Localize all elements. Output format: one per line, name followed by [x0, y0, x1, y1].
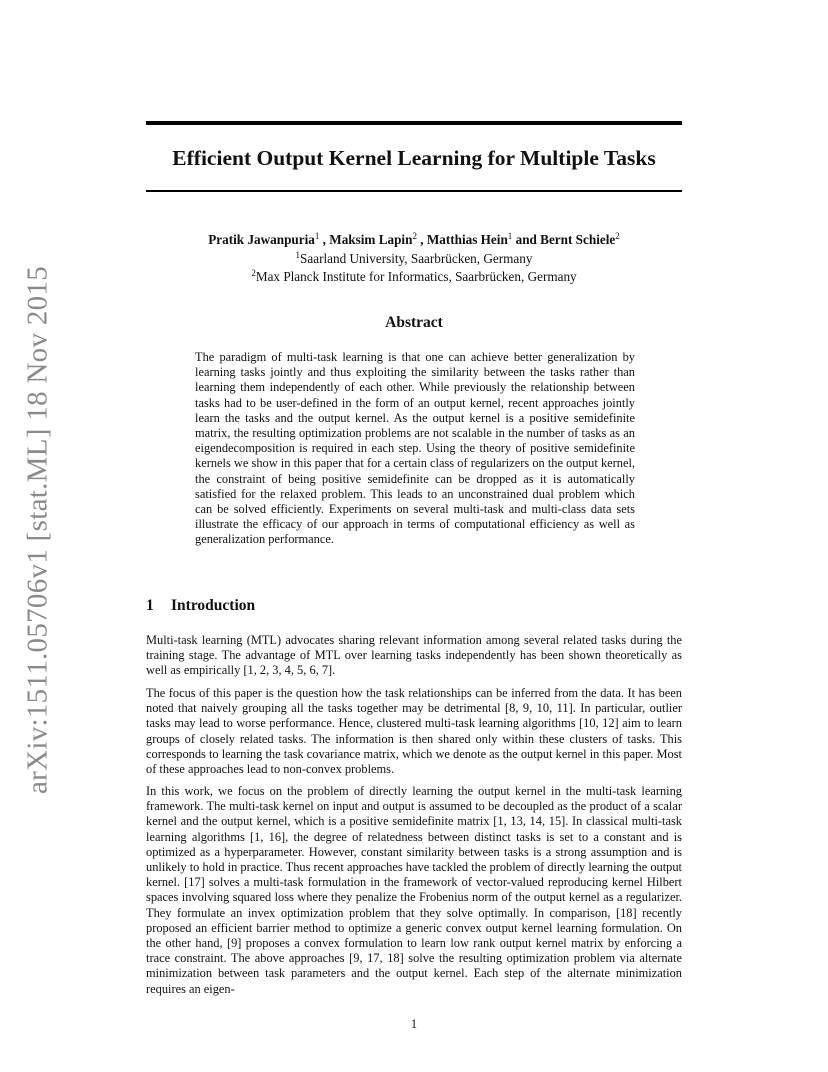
affiliation-text: Max Planck Institute for Informatics, Saarbrücken, Germany	[255, 269, 577, 284]
author-name: Maksim Lapin	[329, 232, 413, 247]
section-title: Introduction	[171, 597, 256, 614]
page-number: 1	[410, 1017, 418, 1031]
author-name: Bernt Schiele	[540, 232, 616, 247]
author-names	[146, 229, 682, 248]
section-heading	[146, 597, 255, 615]
affiliation-2	[146, 266, 682, 285]
paper-title: Efficient Output Kernel Learning for Multiple Tasks	[172, 146, 656, 170]
affiliation-marker: 2	[251, 268, 256, 278]
body-paragraph: Multi-task learning (MTL) advocates sharing relevant information among several related tasks during the training stage. The advantage of MTL over learning tasks independently has been shown theoretically as well as empirically [1, 2, 3, 4, 5, 6, 7].	[146, 633, 682, 678]
author-name: Matthias Hein	[426, 232, 508, 247]
author-separator: ,	[416, 232, 427, 247]
affiliation-marker: 1	[314, 231, 320, 241]
affiliation-1	[146, 248, 682, 267]
author-conjunction: and	[512, 232, 541, 247]
author-block	[146, 229, 682, 285]
abstract-heading: Abstract	[385, 314, 443, 331]
affiliation-marker: 1	[507, 231, 513, 241]
title-top-rule	[146, 121, 682, 125]
affiliation-text: Saarland University, Saarbrücken, Germany	[300, 250, 533, 266]
abstract-text: The paradigm of multi-task learning is that one can achieve better generalization by learning tasks jointly and thus exploiting the similarity between the tasks rather than learning them independently of each other. While previously the relationship between tasks had to be user-defined in the form of an output kernel, recent approaches jointly learn the tasks and the output kernel. As the output kernel is a positive semidefinite matrix, the resulting optimization problems are not scalable in the number of tasks as an eigendecomposition is required in each step. Using the theory of positive semidefinite kernels we show in this paper that for a certain class of regularizers on the output kernel, the constraint of being positive semidefinite can be dropped as it is automatically satisfied for the relaxed problem. This leads to an unconstrained dual problem which can be solved efficiently. Experiments on several multi-task and multi-class data sets illustrate the efficacy of our approach in terms of computational efficiency as well as generalization performance.	[195, 350, 635, 547]
body-paragraph: In this work, we focus on the problem of directly learning the output kernel in the multi-task learning framework. The multi-task kernel on input and output is assumed to be decoupled as the product of a scalar kernel and the output kernel, which is a positive semidefinite matrix [1, 13, 14, 15]. In classical multi-task learning algorithms [1, 16], the degree of relatedness between distinct tasks is set to a constant and is optimized as a hyperparameter. However, constant similarity between tasks is a strong assumption and is unlikely to hold in practice. Thus recent approaches have tackled the problem of directly learning the output kernel. [17] solves a multi-task formulation in the framework of vector-valued reproducing kernel Hilbert spaces involving squared loss where they penalize the Frobenius norm of the output kernel as a regularizer. They formulate an invex optimization problem that they solve optimally. In comparison, [18] recently proposed an efficient barrier method to optimize a generic convex output kernel learning formulation. On the other hand, [9] proposes a convex formulation to learn low rank output kernel matrix by enforcing a trace constraint. The above approaches [9, 17, 18] solve the resulting optimization problem via alternate minimization between task parameters and the output kernel. Each step of the alternate minimization requires an eigen-	[146, 784, 682, 996]
body-paragraph: The focus of this paper is the question how the task relationships can be inferred from the data. It has been noted that naively grouping all the tasks together may be detrimental [8, 9, 10, 11]. In particular, outlier tasks may lead to worse performance. Hence, clustered multi-task learning algorithms [10, 12] aim to learn groups of closely related tasks. The information is then shared only within these clusters of tasks. This corresponds to learning the task covariance matrix, which we denote as the output kernel in this paper. Most of these approaches lead to non-convex problems.	[146, 686, 682, 777]
affiliation-marker: 2	[615, 231, 620, 241]
affiliation-marker: 2	[412, 231, 417, 241]
author-separator: ,	[319, 232, 330, 247]
title-bottom-rule	[146, 190, 682, 192]
arxiv-identifier: arXiv:1511.05706v1 [stat.ML] 18 Nov 2015	[21, 265, 54, 795]
section-number: 1	[146, 597, 154, 614]
affiliation-marker: 1	[295, 249, 301, 260]
author-name: Pratik Jawanpuria	[208, 232, 315, 247]
